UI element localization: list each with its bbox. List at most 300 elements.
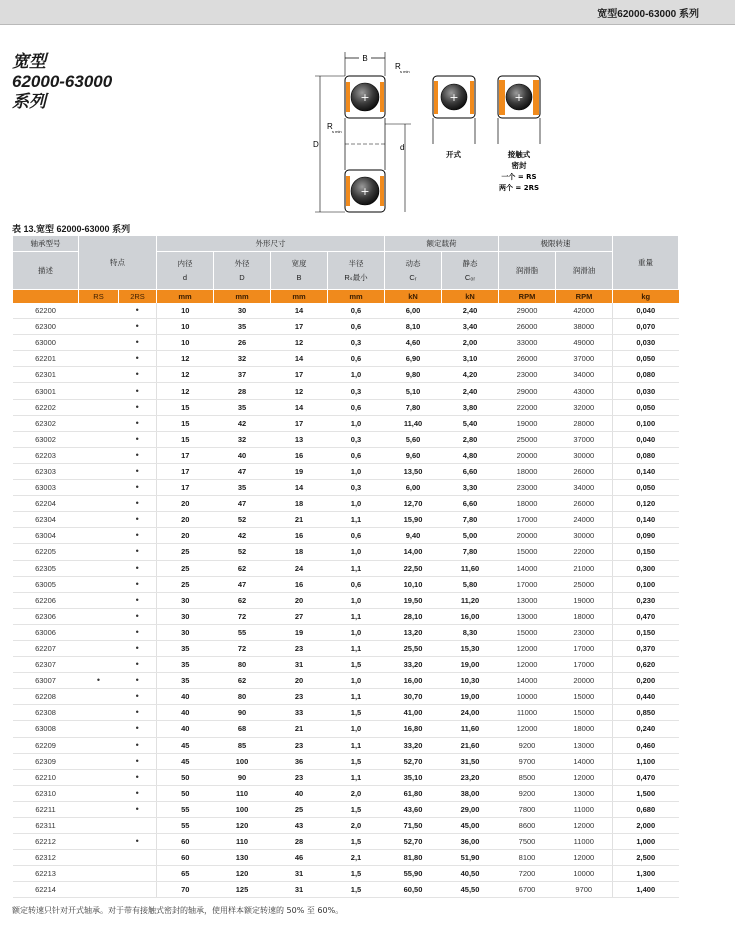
cell-col5: 16 <box>271 447 328 463</box>
cell-col7: 33,20 <box>385 657 442 673</box>
cell-col5: 31 <box>271 882 328 898</box>
cell-col1 <box>79 367 119 383</box>
col-desc: 描述 <box>13 252 79 290</box>
cell-col9: 15000 <box>499 544 556 560</box>
cell-col5: 20 <box>271 592 328 608</box>
cell-col10: 10000 <box>556 866 613 882</box>
b-dimension <box>345 52 385 76</box>
cell-col5: 31 <box>271 657 328 673</box>
cell-col3: 50 <box>157 769 214 785</box>
cell-col11: 0,080 <box>613 367 679 383</box>
cell-col5: 24 <box>271 560 328 576</box>
sealed-label-2: 密封 <box>511 161 527 170</box>
unit-d: mm <box>157 290 214 304</box>
cell-col2 <box>119 818 157 834</box>
cell-col3: 35 <box>157 657 214 673</box>
cell-col10: 42000 <box>556 303 613 319</box>
unit-2rs: 2RS <box>119 290 157 304</box>
label-R-top-sub: s min <box>400 69 410 74</box>
cell-col8: 36,00 <box>442 834 499 850</box>
cell-col7: 12,70 <box>385 496 442 512</box>
cell-col11: 0,470 <box>613 769 679 785</box>
cell-col6: 1,0 <box>328 367 385 383</box>
cell-col0: 62302 <box>13 415 79 431</box>
cell-col6: 1,0 <box>328 592 385 608</box>
cell-col2: • <box>119 480 157 496</box>
cell-col0: 62202 <box>13 399 79 415</box>
col-radius: 半径 Rₛ最小 <box>328 252 385 290</box>
cell-col1 <box>79 399 119 415</box>
col-inner: 内径 d <box>157 252 214 290</box>
cell-col5: 18 <box>271 544 328 560</box>
cell-col6: 1,5 <box>328 705 385 721</box>
cell-col9: 14000 <box>499 673 556 689</box>
cell-col10: 19000 <box>556 592 613 608</box>
cell-col8: 16,00 <box>442 608 499 624</box>
cell-col0: 62213 <box>13 866 79 882</box>
cell-col8: 11,60 <box>442 560 499 576</box>
cell-col11: 0,850 <box>613 705 679 721</box>
cell-col2: • <box>119 721 157 737</box>
cell-col4: 35 <box>214 319 271 335</box>
cell-col2 <box>119 850 157 866</box>
cell-col9: 12000 <box>499 721 556 737</box>
cell-col10: 17000 <box>556 657 613 673</box>
cell-col8: 6,60 <box>442 463 499 479</box>
table-row <box>13 335 679 351</box>
cell-col7: 7,80 <box>385 399 442 415</box>
cell-col0: 62304 <box>13 512 79 528</box>
cell-col11: 1,400 <box>613 882 679 898</box>
cell-col1 <box>79 319 119 335</box>
table-row <box>13 560 679 576</box>
cell-col6: 2,1 <box>328 850 385 866</box>
cell-col8: 23,20 <box>442 769 499 785</box>
cell-col8: 10,30 <box>442 673 499 689</box>
unit-weight: kg <box>613 290 679 304</box>
cell-col1 <box>79 785 119 801</box>
cell-col3: 35 <box>157 640 214 656</box>
cell-col8: 7,80 <box>442 512 499 528</box>
table-row <box>13 576 679 592</box>
table-row <box>13 351 679 367</box>
cell-col1 <box>79 512 119 528</box>
cell-col7: 16,80 <box>385 721 442 737</box>
cell-col11: 0,080 <box>613 447 679 463</box>
cell-col0: 62210 <box>13 769 79 785</box>
cell-col5: 28 <box>271 834 328 850</box>
cell-col6: 0,3 <box>328 383 385 399</box>
cell-col3: 60 <box>157 850 214 866</box>
col-dims: 外形尺寸 <box>157 236 385 252</box>
cell-col0: 62303 <box>13 463 79 479</box>
cell-col4: 37 <box>214 367 271 383</box>
cell-col11: 0,070 <box>613 319 679 335</box>
cell-col7: 43,60 <box>385 801 442 817</box>
cell-col4: 35 <box>214 399 271 415</box>
col-oil: 润滑油 <box>556 252 613 290</box>
cell-col4: 72 <box>214 640 271 656</box>
cell-col5: 31 <box>271 866 328 882</box>
cell-col1 <box>79 351 119 367</box>
cell-col11: 1,000 <box>613 834 679 850</box>
cell-col7: 11,40 <box>385 415 442 431</box>
cell-col7: 9,40 <box>385 528 442 544</box>
cell-col0: 63002 <box>13 431 79 447</box>
cell-col1 <box>79 850 119 866</box>
cell-col10: 11000 <box>556 834 613 850</box>
cell-col5: 40 <box>271 785 328 801</box>
cell-col5: 23 <box>271 737 328 753</box>
cell-col6: 1,0 <box>328 624 385 640</box>
col-grease: 润滑脂 <box>499 252 556 290</box>
table-row <box>13 818 679 834</box>
cell-col9: 9700 <box>499 753 556 769</box>
cell-col3: 15 <box>157 415 214 431</box>
cell-col1 <box>79 834 119 850</box>
cell-col1 <box>79 463 119 479</box>
cell-col0: 62311 <box>13 818 79 834</box>
cell-col8: 5,80 <box>442 576 499 592</box>
cell-col9: 25000 <box>499 431 556 447</box>
cell-col8: 6,60 <box>442 496 499 512</box>
cell-col9: 13000 <box>499 592 556 608</box>
cell-col2: • <box>119 624 157 640</box>
cell-col2: • <box>119 834 157 850</box>
cell-col7: 15,90 <box>385 512 442 528</box>
cell-col1 <box>79 431 119 447</box>
svg-text:+: + <box>360 185 370 198</box>
cell-col1 <box>79 608 119 624</box>
unit-oil: RPM <box>556 290 613 304</box>
cell-col6: 0,6 <box>328 528 385 544</box>
cell-col1 <box>79 721 119 737</box>
cell-col4: 68 <box>214 721 271 737</box>
cell-col5: 14 <box>271 399 328 415</box>
table-row <box>13 608 679 624</box>
cell-col3: 50 <box>157 785 214 801</box>
cell-col9: 15000 <box>499 624 556 640</box>
cell-col11: 0,200 <box>613 673 679 689</box>
units-row <box>13 290 679 304</box>
cell-col4: 52 <box>214 512 271 528</box>
cell-col10: 17000 <box>556 640 613 656</box>
open-type-label: 开式 <box>446 150 461 159</box>
cell-col8: 5,00 <box>442 528 499 544</box>
cell-col0: 63001 <box>13 383 79 399</box>
cell-col7: 13,20 <box>385 624 442 640</box>
cell-col9: 22000 <box>499 399 556 415</box>
cell-col1 <box>79 689 119 705</box>
label-R-left: R <box>327 122 333 131</box>
cell-col2: • <box>119 785 157 801</box>
bearing-cross-section <box>345 76 385 212</box>
cell-col8: 11,20 <box>442 592 499 608</box>
cell-col9: 18000 <box>499 496 556 512</box>
cell-col9: 29000 <box>499 383 556 399</box>
cell-col11: 0,050 <box>613 351 679 367</box>
cell-col8: 2,40 <box>442 303 499 319</box>
cell-col2: • <box>119 431 157 447</box>
cell-col11: 0,680 <box>613 801 679 817</box>
cell-col4: 130 <box>214 850 271 866</box>
cell-col1: • <box>79 673 119 689</box>
cell-col10: 49000 <box>556 335 613 351</box>
col-static: 静态 C₀ᵣ <box>442 252 499 290</box>
cell-col5: 36 <box>271 753 328 769</box>
cell-col4: 35 <box>214 480 271 496</box>
table-row <box>13 528 679 544</box>
cell-col2: • <box>119 608 157 624</box>
unit-C0r: kN <box>442 290 499 304</box>
cell-col9: 20000 <box>499 447 556 463</box>
cell-col1 <box>79 383 119 399</box>
cell-col6: 1,1 <box>328 512 385 528</box>
cell-col9: 29000 <box>499 303 556 319</box>
col-speed: 极限转速 <box>499 236 613 252</box>
cell-col11: 0,030 <box>613 383 679 399</box>
table-row <box>13 834 679 850</box>
cell-col2: • <box>119 463 157 479</box>
cell-col10: 37000 <box>556 351 613 367</box>
cell-col8: 5,40 <box>442 415 499 431</box>
cell-col8: 51,90 <box>442 850 499 866</box>
cell-col7: 28,10 <box>385 608 442 624</box>
cell-col1 <box>79 335 119 351</box>
cell-col10: 21000 <box>556 560 613 576</box>
cell-col0: 62305 <box>13 560 79 576</box>
cell-col5: 14 <box>271 480 328 496</box>
table-row <box>13 866 679 882</box>
cell-col10: 14000 <box>556 753 613 769</box>
cell-col9: 7500 <box>499 834 556 850</box>
cell-col4: 30 <box>214 303 271 319</box>
cell-col7: 6,90 <box>385 351 442 367</box>
cell-col3: 12 <box>157 383 214 399</box>
cell-col7: 52,70 <box>385 834 442 850</box>
cell-col7: 6,00 <box>385 480 442 496</box>
cell-col0: 62310 <box>13 785 79 801</box>
open-bearing-icon <box>433 76 475 144</box>
cell-col0: 62206 <box>13 592 79 608</box>
unit-R: mm <box>328 290 385 304</box>
cell-col2: • <box>119 303 157 319</box>
col-dynamic: 动态 Cᵣ <box>385 252 442 290</box>
cell-col5: 12 <box>271 335 328 351</box>
cell-col3: 17 <box>157 480 214 496</box>
cell-col10: 34000 <box>556 367 613 383</box>
col-loads: 额定载荷 <box>385 236 499 252</box>
cell-col11: 0,050 <box>613 399 679 415</box>
cell-col10: 23000 <box>556 624 613 640</box>
cell-col6: 1,1 <box>328 640 385 656</box>
cell-col2 <box>119 866 157 882</box>
cell-col4: 100 <box>214 801 271 817</box>
cell-col6: 1,0 <box>328 544 385 560</box>
table-row <box>13 431 679 447</box>
cell-col6: 0,6 <box>328 319 385 335</box>
cell-col5: 16 <box>271 528 328 544</box>
cell-col10: 30000 <box>556 528 613 544</box>
cell-col9: 20000 <box>499 528 556 544</box>
table-row <box>13 303 679 319</box>
table-row <box>13 480 679 496</box>
table-row <box>13 624 679 640</box>
cell-col3: 10 <box>157 335 214 351</box>
cell-col1 <box>79 544 119 560</box>
cell-col0: 62205 <box>13 544 79 560</box>
cell-col6: 1,1 <box>328 689 385 705</box>
table-row <box>13 319 679 335</box>
cell-col8: 15,30 <box>442 640 499 656</box>
cell-col2: • <box>119 657 157 673</box>
cell-col2: • <box>119 801 157 817</box>
unit-D: mm <box>214 290 271 304</box>
cell-col11: 1,500 <box>613 785 679 801</box>
cell-col3: 30 <box>157 608 214 624</box>
cell-col2: • <box>119 415 157 431</box>
cell-col3: 17 <box>157 463 214 479</box>
cell-col1 <box>79 753 119 769</box>
table-row <box>13 415 679 431</box>
cell-col7: 13,50 <box>385 463 442 479</box>
cell-col4: 90 <box>214 769 271 785</box>
cell-col0: 62312 <box>13 850 79 866</box>
cell-col6: 1,5 <box>328 801 385 817</box>
cell-col3: 40 <box>157 705 214 721</box>
cell-col7: 55,90 <box>385 866 442 882</box>
cell-col4: 52 <box>214 544 271 560</box>
cell-col8: 40,50 <box>442 866 499 882</box>
page-title <box>12 52 112 112</box>
cell-col7: 52,70 <box>385 753 442 769</box>
cell-col2: • <box>119 367 157 383</box>
cell-col9: 26000 <box>499 351 556 367</box>
cell-col7: 25,50 <box>385 640 442 656</box>
cell-col3: 45 <box>157 753 214 769</box>
cell-col0: 62207 <box>13 640 79 656</box>
cell-col6: 1,0 <box>328 496 385 512</box>
cell-col3: 55 <box>157 801 214 817</box>
cell-col10: 20000 <box>556 673 613 689</box>
cell-col4: 28 <box>214 383 271 399</box>
cell-col4: 55 <box>214 624 271 640</box>
cell-col10: 26000 <box>556 463 613 479</box>
cell-col5: 18 <box>271 496 328 512</box>
cell-col10: 34000 <box>556 480 613 496</box>
cell-col10: 30000 <box>556 447 613 463</box>
cell-col3: 40 <box>157 689 214 705</box>
table-row <box>13 399 679 415</box>
cell-col0: 63000 <box>13 335 79 351</box>
cell-col11: 2,500 <box>613 850 679 866</box>
cell-col8: 11,60 <box>442 721 499 737</box>
cell-col4: 90 <box>214 705 271 721</box>
cell-col4: 47 <box>214 496 271 512</box>
bearing-spec-table <box>12 235 679 898</box>
table-row <box>13 689 679 705</box>
cell-col2: • <box>119 705 157 721</box>
cell-col9: 18000 <box>499 463 556 479</box>
cell-col0: 62209 <box>13 737 79 753</box>
cell-col1 <box>79 560 119 576</box>
cell-col10: 37000 <box>556 431 613 447</box>
cell-col7: 14,00 <box>385 544 442 560</box>
cell-col1 <box>79 640 119 656</box>
cell-col10: 15000 <box>556 705 613 721</box>
cell-col11: 0,140 <box>613 512 679 528</box>
cell-col11: 0,460 <box>613 737 679 753</box>
cell-col4: 120 <box>214 866 271 882</box>
cell-col3: 20 <box>157 496 214 512</box>
cell-col3: 45 <box>157 737 214 753</box>
cell-col2: • <box>119 576 157 592</box>
label-d: d <box>400 143 405 152</box>
cell-col11: 0,620 <box>613 657 679 673</box>
cell-col1 <box>79 705 119 721</box>
cell-col10: 11000 <box>556 801 613 817</box>
cell-col5: 14 <box>271 303 328 319</box>
cell-col3: 30 <box>157 624 214 640</box>
cell-col5: 20 <box>271 673 328 689</box>
cell-col5: 25 <box>271 801 328 817</box>
cell-col10: 9700 <box>556 882 613 898</box>
cell-col10: 13000 <box>556 737 613 753</box>
label-R-left-sub: s min <box>332 129 342 134</box>
cell-col0: 62308 <box>13 705 79 721</box>
cell-col0: 62212 <box>13 834 79 850</box>
cell-col6: 1,1 <box>328 769 385 785</box>
table-row <box>13 447 679 463</box>
cell-col6: 1,5 <box>328 866 385 882</box>
cell-col2: • <box>119 592 157 608</box>
cell-col10: 24000 <box>556 512 613 528</box>
cell-col10: 28000 <box>556 415 613 431</box>
cell-col3: 65 <box>157 866 214 882</box>
cell-col7: 41,00 <box>385 705 442 721</box>
cell-col8: 4,80 <box>442 447 499 463</box>
cell-col1 <box>79 303 119 319</box>
cell-col3: 55 <box>157 818 214 834</box>
cell-col6: 1,5 <box>328 834 385 850</box>
cell-col5: 17 <box>271 319 328 335</box>
cell-col3: 15 <box>157 399 214 415</box>
cell-col3: 25 <box>157 576 214 592</box>
cell-col8: 45,50 <box>442 882 499 898</box>
cell-col4: 47 <box>214 576 271 592</box>
svg-text:+: + <box>449 91 459 104</box>
cell-col4: 80 <box>214 689 271 705</box>
cell-col10: 25000 <box>556 576 613 592</box>
cell-col8: 3,30 <box>442 480 499 496</box>
cell-col2: • <box>119 640 157 656</box>
cell-col0: 62204 <box>13 496 79 512</box>
cell-col2: • <box>119 753 157 769</box>
col-weight: 重量 <box>613 236 679 290</box>
cell-col3: 60 <box>157 834 214 850</box>
cell-col11: 0,230 <box>613 592 679 608</box>
cell-col9: 9200 <box>499 785 556 801</box>
col-outer: 外径 D <box>214 252 271 290</box>
cell-col11: 0,440 <box>613 689 679 705</box>
cell-col2: • <box>119 544 157 560</box>
cell-col1 <box>79 592 119 608</box>
unit-Cr: kN <box>385 290 442 304</box>
cell-col0: 62301 <box>13 367 79 383</box>
cell-col9: 8500 <box>499 769 556 785</box>
cell-col4: 62 <box>214 592 271 608</box>
cell-col10: 15000 <box>556 689 613 705</box>
